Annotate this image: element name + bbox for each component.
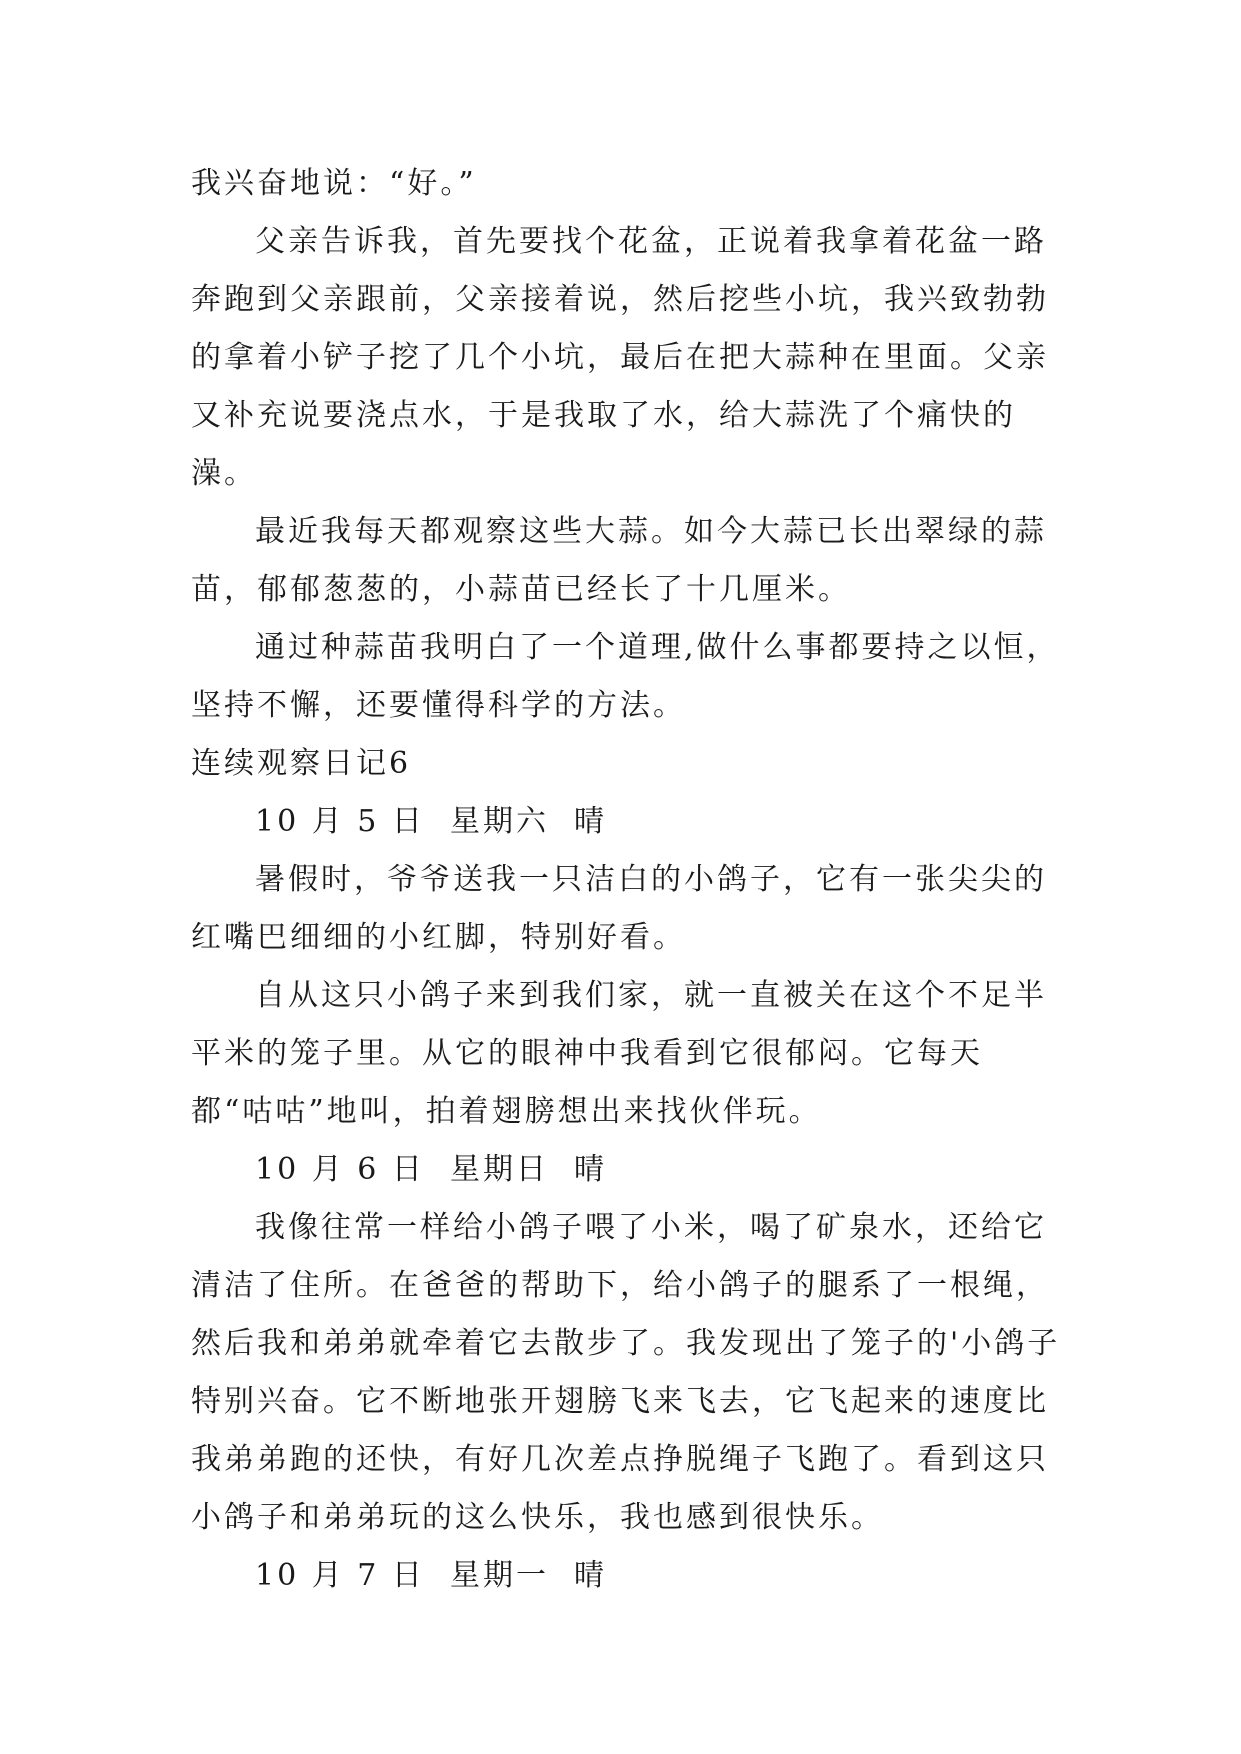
diary-date-oct-6: 10 月 6 日 星期日 晴 [255,1152,608,1187]
diary-date-oct-5: 10 月 5 日 星期六 晴 [255,804,608,839]
paragraph-excited-reply: 我兴奋地说：“好。” [191,166,477,201]
paragraph-pigeon-gift: 暑假时，爷爷送我一只洁白的小鸽子，它有一张尖尖的红嘴巴细细的小红脚，特别好看。 [191,862,1047,955]
paragraph-pigeon-cage: 自从这只小鸽子来到我们家，就一直被关在这个不足半平米的笼子里。从它的眼神中我看到它很郁闷。它每天都“咕咕”地叫，拍着翅膀想出来找伙伴玩。 [191,978,1047,1129]
paragraph-daily-observation: 最近我每天都观察这些大蒜。如今大蒜已长出翠绿的蒜苗，郁郁葱葱的，小蒜苗已经长了十几厘米。 [191,514,1047,607]
paragraph-pigeon-walk: 我像往常一样给小鸽子喂了小米，喝了矿泉水，还给它清洁了住所。在爸爸的帮助下，给小鸽子的腿系了一根绳，然后我和弟弟就牵着它去散步了。我发现出了笼子的'小鸽子特别兴奋。它不断地张开翅膀飞来飞去，它飞起来的速度比我弟弟跑的还快，有好几次差点挣脱绳子飞跑了。看到这只小鸽子和弟弟玩的这么快乐，我也感到很快乐。 [191,1210,1061,1535]
paragraph-lesson-learned: 通过种蒜苗我明白了一个道理,做什么事都要持之以恒，坚持不懈，还要懂得科学的方法。 [191,630,1060,723]
section-heading: 连续观察日记6 [191,746,412,781]
paragraph-planting-steps: 父亲告诉我，首先要找个花盆，正说着我拿着花盆一路奔跑到父亲跟前，父亲接着说，然后挖些小坑，我兴致勃勃的拿着小铲子挖了几个小坑，最后在把大蒜种在里面。父亲又补充说要浇点水，于是我取了水，给大蒜洗了个痛快的澡。 [191,224,1049,491]
document-body [191,155,1061,1605]
diary-date-oct-7: 10 月 7 日 星期一 晴 [255,1558,608,1593]
